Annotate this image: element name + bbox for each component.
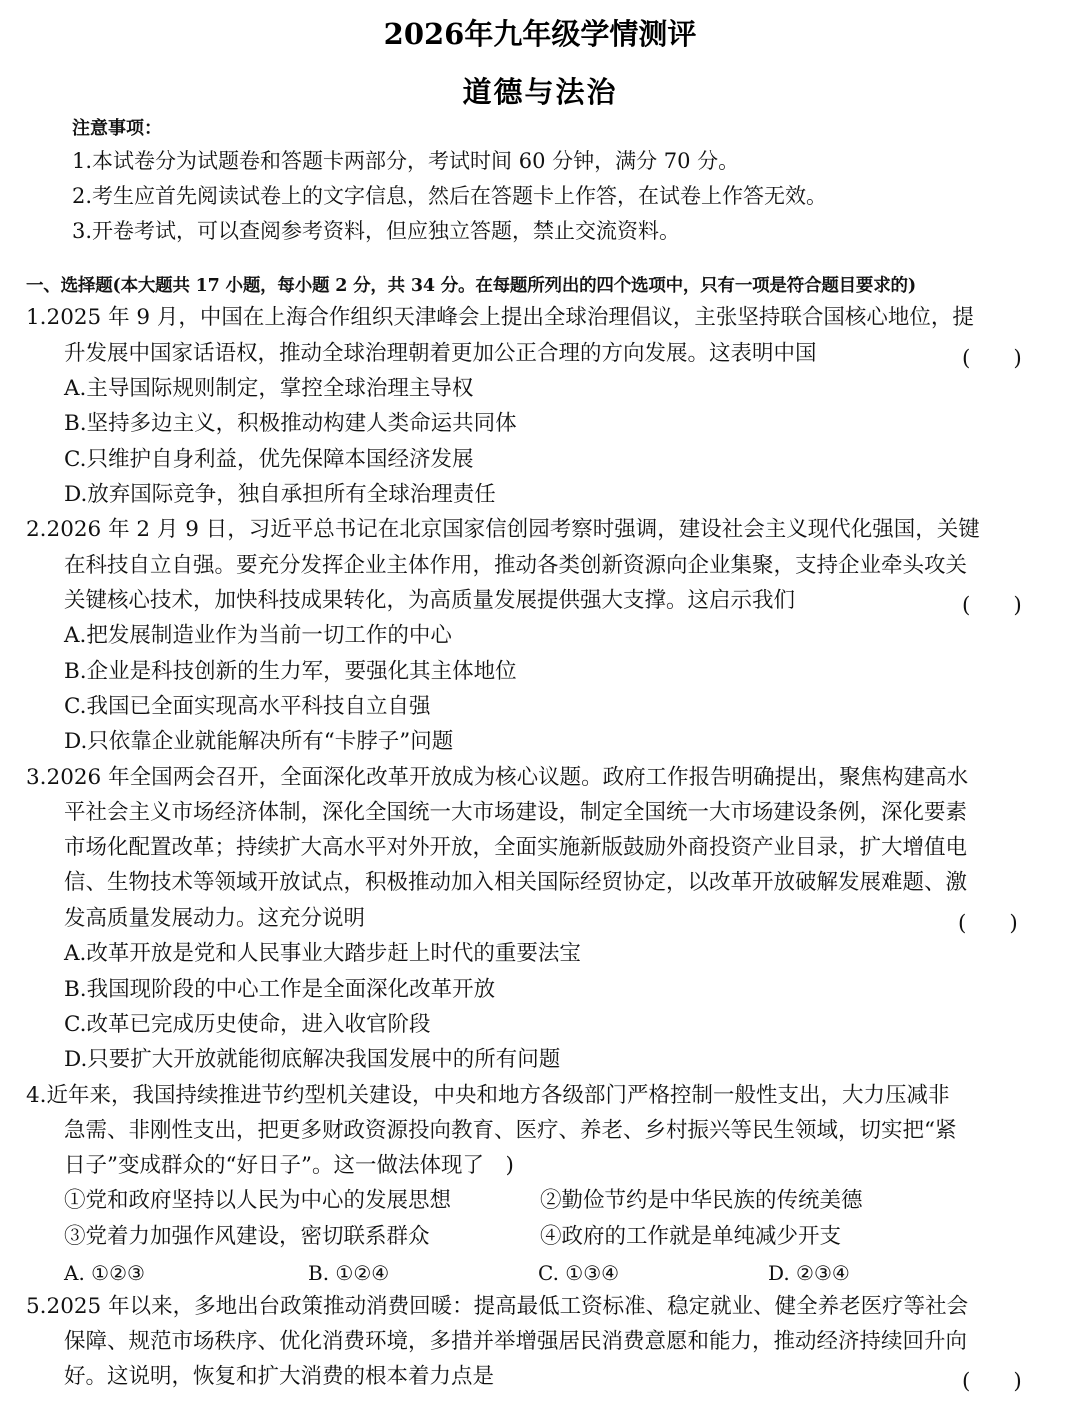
- notice-item: 2.考生应首先阅读试卷上的文字信息，然后在答题卡上作答，在试卷上作答无效。: [72, 184, 828, 208]
- question-4-option-a: A. ①②③: [64, 1261, 145, 1285]
- question-2-stem-line: 关键核心技术，加快科技成果转化，为高质量发展提供强大支撑。这启示我们: [64, 588, 796, 613]
- question-4-statement-2: ②勤俭节约是中华民族的传统美德: [540, 1188, 863, 1213]
- question-3-stem-line: 平社会主义市场经济体制，深化全国统一大市场建设，制定全国统一大市场建设条例，深化要素: [64, 800, 968, 825]
- question-2-option-b: B.企业是科技创新的生力军，要强化其主体地位: [64, 659, 517, 684]
- subject-title: 道德与法治: [462, 75, 618, 109]
- question-3-stem-line: 市场化配置改革；持续扩大高水平对外开放，全面实施新版鼓励外商投资产业目录，扩大增值电: [64, 835, 968, 860]
- question-3-option-c: C.改革已完成历史使命，进入收官阶段: [64, 1012, 431, 1037]
- question-3-stem-line: 信、生物技术等领域开放试点，积极推动加入相关国际经贸协定，以改革开放破解发展难题、激: [64, 870, 968, 895]
- question-4-statement-4: ④政府的工作就是单纯减少开支: [540, 1224, 842, 1249]
- answer-bracket: ( ): [958, 911, 1018, 936]
- question-1-option-a: A.主导国际规则制定，掌控全球治理主导权: [64, 376, 474, 401]
- notice-item: 3.开卷考试，可以查阅参考资料，但应独立答题，禁止交流资料。: [72, 219, 681, 243]
- question-2-option-c: C.我国已全面实现高水平科技自立自强: [64, 694, 431, 719]
- question-4-statement-3: ③党着力加强作风建设，密切联系群众: [64, 1224, 430, 1249]
- question-3-option-a: A.改革开放是党和人民事业大踏步赶上时代的重要法宝: [64, 941, 581, 966]
- answer-bracket: ( ): [962, 593, 1022, 618]
- question-5-stem-line: 好。这说明，恢复和扩大消费的根本着力点是: [64, 1364, 495, 1389]
- question-5-stem-line: 5.2025 年以来，多地出台政策推动消费回暖：提高最低工资标准、稳定就业、健全养老医疗等社会: [26, 1294, 969, 1319]
- notices-heading: 注意事项：: [72, 118, 162, 139]
- question-1-option-d: D.放弃国际竞争，独自承担所有全球治理责任: [64, 482, 496, 507]
- question-1-option-b: B.坚持多边主义，积极推动构建人类命运共同体: [64, 411, 517, 436]
- question-5-stem-line: 保障、规范市场秩序、优化消费环境，多措并举增强居民消费意愿和能力，推动经济持续回升向: [64, 1329, 968, 1354]
- answer-bracket: ( ): [962, 1369, 1022, 1394]
- question-3-stem-line: 3.2026 年全国两会召开，全面深化改革开放成为核心议题。政府工作报告明确提出，聚焦构建高水: [26, 765, 969, 790]
- question-2-option-d: D.只依靠企业就能解决所有“卡脖子”问题: [64, 729, 454, 754]
- answer-bracket: ( ): [962, 346, 1022, 371]
- exam-title: 2026年九年级学情测评: [383, 17, 697, 51]
- question-3-stem-line: 发高质量发展动力。这充分说明: [64, 906, 366, 931]
- question-4-stem-line: 日子”变成群众的“好日子”。这一做法体现了 ): [64, 1153, 514, 1178]
- question-2-option-a: A.把发展制造业作为当前一切工作的中心: [64, 623, 452, 648]
- question-4-option-d: D. ②③④: [768, 1261, 850, 1285]
- question-4-stem-line: 急需、非刚性支出，把更多财政资源投向教育、医疗、养老、乡村振兴等民生领域，切实把“紧: [64, 1118, 957, 1143]
- question-2-stem-line: 在科技自立自强。要充分发挥企业主体作用，推动各类创新资源向企业集聚，支持企业牵头攻关: [64, 553, 968, 578]
- question-4-stem-line: 4.近年来，我国持续推进节约型机关建设，中央和地方各级部门严格控制一般性支出，大力压减非: [26, 1083, 950, 1108]
- question-1-option-c: C.只维护自身利益，优先保障本国经济发展: [64, 447, 474, 472]
- question-4-option-c: C. ①③④: [538, 1261, 620, 1285]
- question-1-stem-line: 1.2025 年 9 月，中国在上海合作组织天津峰会上提出全球治理倡议，主张坚持联合国核心地位，提: [26, 305, 974, 330]
- question-3-option-d: D.只要扩大开放就能彻底解决我国发展中的所有问题: [64, 1047, 561, 1072]
- notice-item: 1.本试卷分为试题卷和答题卡两部分，考试时间 60 分钟，满分 70 分。: [72, 149, 740, 173]
- question-1-stem-line: 升发展中国家话语权，推动全球治理朝着更加公正合理的方向发展。这表明中国: [64, 341, 817, 366]
- question-2-stem-line: 2.2026 年 2 月 9 日，习近平总书记在北京国家信创园考察时强调，建设社会主义现代化强国，关键: [26, 517, 980, 542]
- question-4-statement-1: ①党和政府坚持以人民为中心的发展思想: [64, 1188, 452, 1213]
- question-4-option-b: B. ①②④: [308, 1261, 390, 1285]
- section-heading: 一、选择题(本大题共 17 小题，每小题 2 分，共 34 分。在每题所列出的四个选项中，只有一项是符合题目要求的): [26, 276, 916, 296]
- question-3-option-b: B.我国现阶段的中心工作是全面深化改革开放: [64, 977, 496, 1002]
